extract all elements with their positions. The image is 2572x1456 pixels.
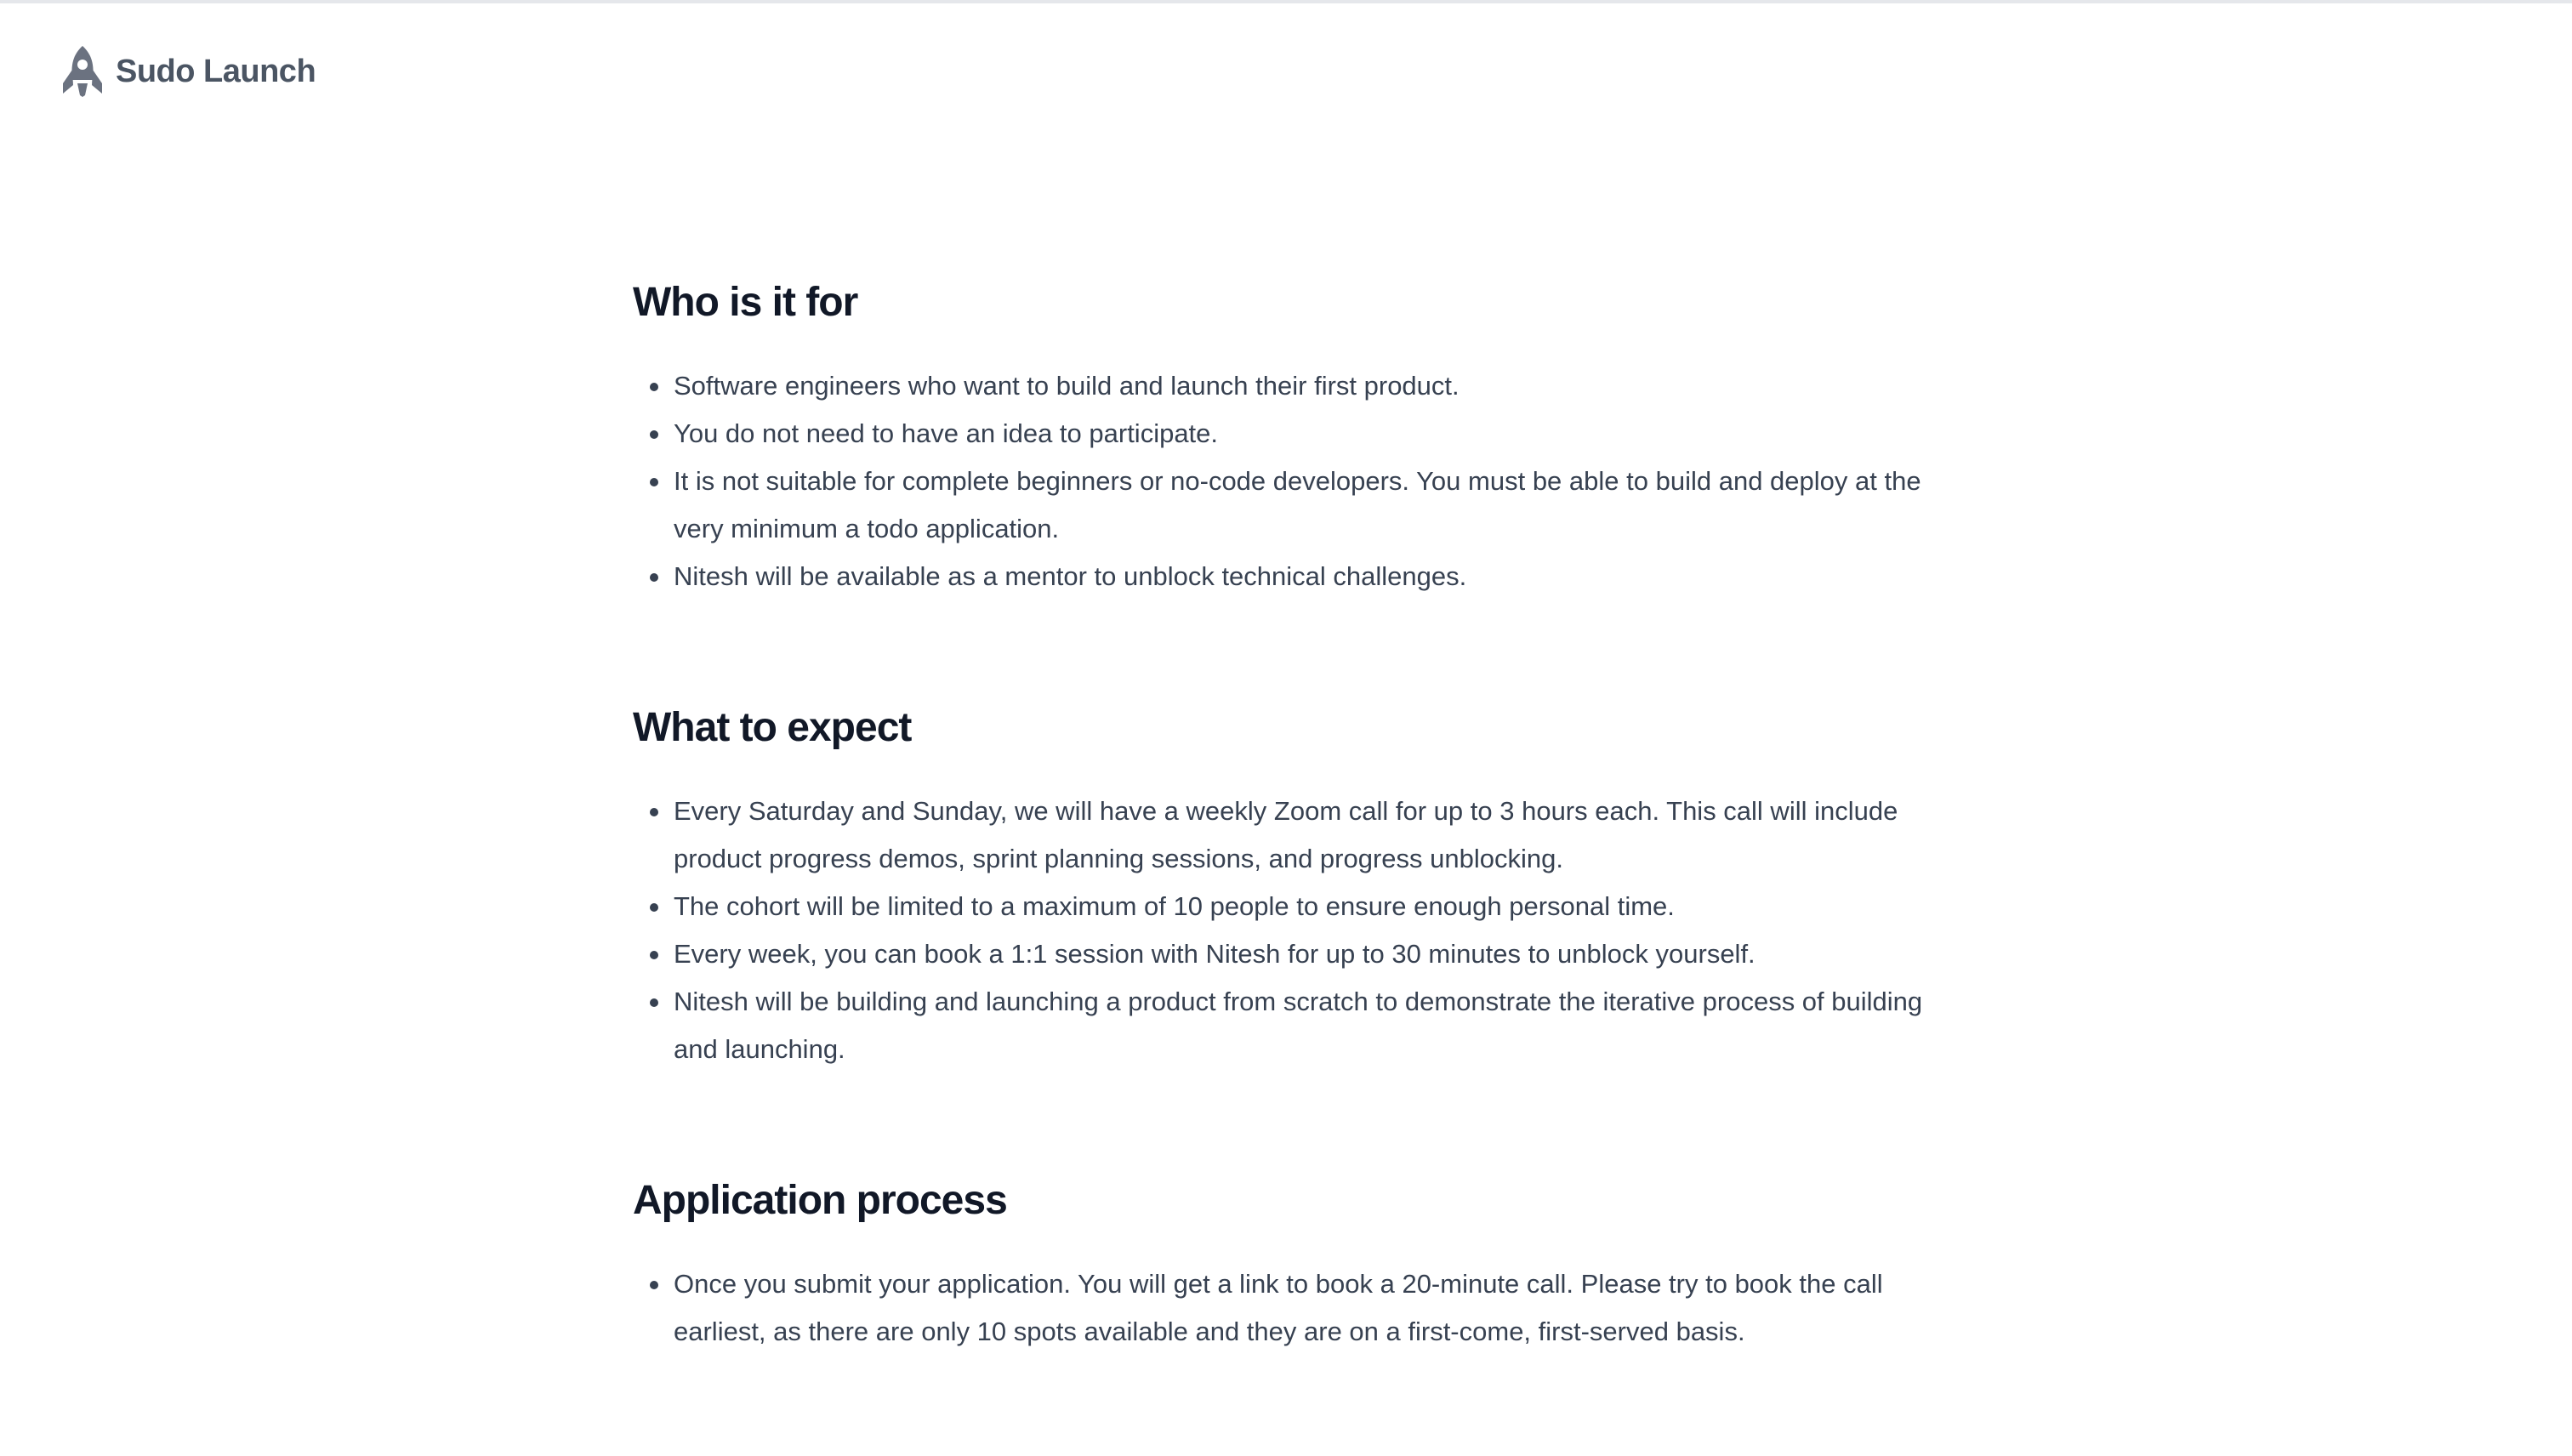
section-title: What to expect — [633, 705, 912, 750]
list-item: Every week, you can book a 1:1 session with Nitesh for up to 30 minutes to unblock yourself. — [674, 930, 1934, 978]
site-header — [60, 44, 316, 99]
list-item: Nitesh will be available as a mentor to unblock technical challenges. — [674, 553, 1934, 600]
top-divider — [0, 0, 2572, 3]
list-item: It is not suitable for complete beginners or no-code developers. You must be able to build and deploy at the very minimum a todo application. — [674, 458, 1934, 553]
bullet-list — [633, 1260, 1934, 1356]
list-item: You do not need to have an idea to participate. — [674, 410, 1934, 458]
section-title: Who is it for — [633, 280, 858, 325]
list-item: Nitesh will be building and launching a product from scratch to demonstrate the iterative process of building and launching. — [674, 978, 1934, 1073]
list-item: Every Saturday and Sunday, we will have a weekly Zoom call for up to 3 hours each. This call will include product progress demos, sprint planning sessions, and progress unblocking. — [674, 788, 1934, 883]
section-who-is-it-for — [633, 272, 1934, 600]
section-what-to-expect — [633, 697, 1934, 1073]
list-item: The cohort will be limited to a maximum of 10 people to ensure enough personal time. — [674, 883, 1934, 930]
section-application-process — [633, 1170, 1934, 1356]
rocket-icon[interactable] — [60, 44, 105, 99]
main-content — [633, 272, 1934, 1356]
list-item: Software engineers who want to build and launch their first product. — [674, 362, 1934, 410]
bullet-list — [633, 788, 1934, 1073]
brand-name[interactable]: Sudo Launch — [116, 53, 316, 89]
list-item: Once you submit your application. You will get a link to book a 20-minute call. Please try to book the call earliest, as there are only 10 spots available and they are on a first-come, first-served basis. — [674, 1260, 1934, 1356]
section-title: Application process — [633, 1178, 1007, 1223]
bullet-list — [633, 362, 1934, 600]
